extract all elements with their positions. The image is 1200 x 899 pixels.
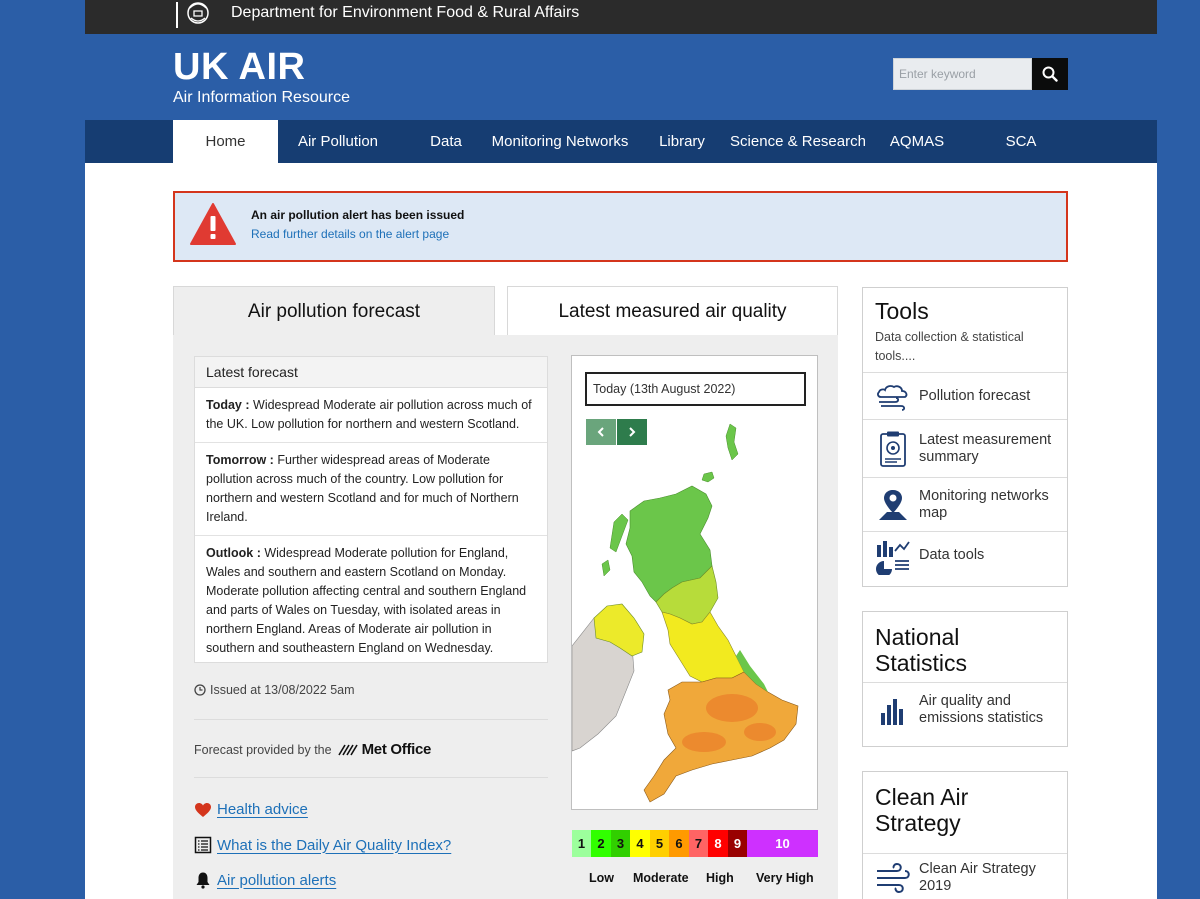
- search-icon: [1042, 66, 1058, 82]
- daqi-info-link[interactable]: What is the Daily Air Quality Index?: [217, 836, 452, 854]
- nav-data[interactable]: Data: [430, 133, 462, 150]
- royal-crest-icon: [176, 0, 210, 30]
- forecast-header: Latest forecast: [195, 357, 547, 388]
- search-button[interactable]: [1032, 58, 1068, 90]
- bell-icon: [194, 871, 212, 889]
- nav-library[interactable]: Library: [659, 133, 705, 150]
- heart-icon: [194, 802, 212, 818]
- pollution-alert-banner: [173, 191, 1068, 262]
- nav-home[interactable]: Home: [173, 120, 278, 163]
- daqi-band: 1: [572, 830, 591, 857]
- issued-text: Issued at 13/08/2022 5am: [210, 683, 355, 697]
- daqi-band: 3: [611, 830, 630, 857]
- daqi-band: 4: [630, 830, 650, 857]
- clean-air-strategy-item: Clean Air Strategy 2019: [919, 860, 1036, 894]
- tomorrow-label: Tomorrow :: [206, 453, 274, 467]
- divider: [194, 719, 548, 720]
- cloud-wind-icon: [875, 377, 911, 415]
- bar-chart-icon: [875, 691, 911, 729]
- tool-data-tools[interactable]: [863, 531, 1067, 579]
- clipboard-icon: [875, 430, 911, 468]
- tab-latest-measured[interactable]: Latest measured air quality: [507, 286, 838, 335]
- clean-air-strategy-box: [862, 771, 1068, 899]
- health-advice-link[interactable]: Health advice: [217, 801, 308, 818]
- issued-time: [194, 683, 355, 697]
- air-quality-statistics-link[interactable]: [863, 682, 1067, 736]
- alert-title: An air pollution alert has been issued: [251, 208, 465, 222]
- chart-tools-icon: [875, 537, 911, 575]
- daqi-label-moderate: Moderate: [633, 871, 689, 885]
- tool-latest-measurement[interactable]: [863, 419, 1067, 477]
- health-advice-link-row: [194, 801, 308, 818]
- daqi-band: 6: [669, 830, 689, 857]
- today-text: Widespread Moderate air pollution across much of the UK. Low pollution for northern and western Scotland.: [206, 398, 532, 431]
- tool-label: Monitoring networks map: [919, 487, 1049, 521]
- national-statistics-box: [862, 611, 1068, 747]
- clean-air-strategy-link[interactable]: [863, 853, 1067, 899]
- provided-by-text: Forecast provided by the: [194, 742, 332, 757]
- previous-day-button[interactable]: [586, 419, 616, 445]
- chevron-left-icon: [597, 427, 605, 437]
- daqi-band: 5: [650, 830, 669, 857]
- document-list-icon: [194, 836, 212, 854]
- tool-pollution-forecast[interactable]: [863, 372, 1067, 419]
- nav-science-research[interactable]: Science & Research: [730, 133, 866, 150]
- warning-triangle-icon: [189, 202, 237, 246]
- main-navigation: [85, 120, 1157, 163]
- tomorrow-text: Further widespread areas of Moderate pollution across much of the country. Low pollution for northern and western Scotland and for much of Northern Ireland.: [206, 453, 519, 524]
- national-statistics-title: National Statistics: [875, 624, 968, 676]
- met-office-name: Met Office: [361, 741, 432, 758]
- tool-monitoring-map[interactable]: [863, 477, 1067, 531]
- clean-air-strategy-title: Clean Air Strategy: [875, 784, 969, 836]
- daqi-band: 2: [591, 830, 611, 857]
- pollution-alerts-link[interactable]: Air pollution alerts: [217, 871, 337, 889]
- divider: [194, 777, 548, 778]
- tool-label: Data tools: [919, 547, 985, 563]
- outlook-label: Outlook :: [206, 546, 261, 560]
- chevron-right-icon: [628, 427, 636, 437]
- forecast-map[interactable]: [571, 355, 818, 810]
- site-title[interactable]: UK AIR: [173, 46, 306, 88]
- daqi-label-very-high: Very High: [756, 871, 814, 885]
- met-office-logo[interactable]: [338, 741, 432, 758]
- daqi-band: 8: [708, 830, 728, 857]
- today-label: Today :: [206, 398, 250, 412]
- clock-icon: [194, 684, 206, 696]
- nav-monitoring-networks[interactable]: Monitoring Networks: [491, 133, 629, 150]
- tools-description: Data collection & statistical tools....: [875, 330, 1024, 363]
- forecast-provider: [194, 741, 431, 758]
- alerts-link-row: [194, 871, 336, 889]
- tool-label: Latest measurement summary: [919, 431, 1052, 465]
- forecast-date-select[interactable]: Today (13th August 2022): [585, 372, 806, 406]
- department-name[interactable]: Department for Environment Food & Rural Affairs: [231, 4, 580, 21]
- forecast-tomorrow: [195, 443, 547, 536]
- alert-details-link[interactable]: Read further details on the alert page: [251, 227, 450, 241]
- nav-sca[interactable]: SCA: [1005, 133, 1037, 150]
- daqi-link-row: [194, 836, 451, 854]
- outlook-text: Widespread Moderate pollution for England, Wales and southern and eastern Scotland on Monday. Moderate pollution affecting central and southern England and parts of Wales on Tuesday, with isolated areas in northern England. Areas of Moderate air pollution in southern and southeastern England on Wednesday.: [206, 546, 527, 655]
- map-pin-icon: [875, 486, 911, 524]
- tools-box: [862, 287, 1068, 587]
- daqi-label-high: High: [706, 871, 734, 885]
- forecast-today: [195, 388, 547, 443]
- daqi-scale: [572, 830, 818, 857]
- search-input[interactable]: [893, 58, 1032, 90]
- next-day-button[interactable]: [617, 419, 647, 445]
- daqi-band: 10: [747, 830, 818, 857]
- tool-label: Pollution forecast: [919, 387, 1031, 404]
- forecast-card: [194, 356, 548, 663]
- daqi-band: 9: [728, 830, 747, 857]
- tab-air-pollution-forecast[interactable]: Air pollution forecast: [173, 286, 495, 335]
- nav-aqmas[interactable]: AQMAS: [889, 133, 945, 150]
- forecast-outlook: [195, 536, 547, 666]
- site-subtitle: Air Information Resource: [173, 89, 350, 106]
- nav-air-pollution[interactable]: Air Pollution: [297, 133, 379, 150]
- daqi-label-low: Low: [589, 871, 614, 885]
- national-statistics-item: Air quality and emissions statistics: [919, 692, 1044, 726]
- tools-title: Tools: [875, 298, 929, 324]
- wind-icon: [875, 859, 911, 897]
- met-office-logo-icon: [338, 744, 358, 756]
- daqi-band: 7: [689, 830, 708, 857]
